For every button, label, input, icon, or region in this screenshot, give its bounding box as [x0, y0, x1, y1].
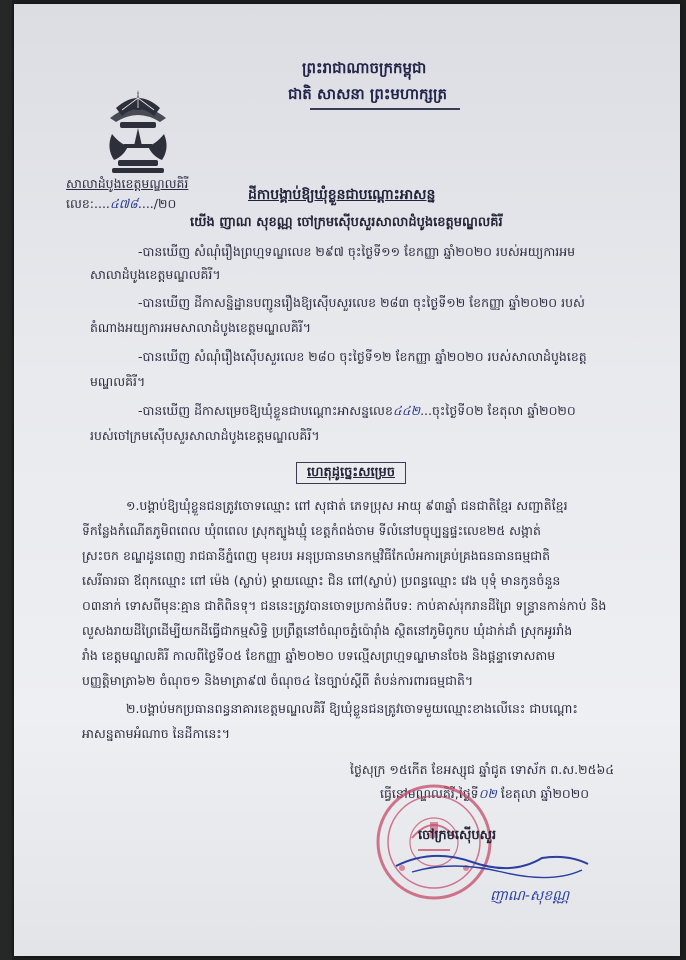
consideration-line: របស់ចៅក្រមស៊ើបសួរសាលាដំបូងខេត្តមណ្ឌលគិរី។ [90, 428, 320, 443]
order-title: ដីកាបង្គាប់ឱ្យឃុំខ្លួនជាបណ្ដោះអាសន្ន [248, 187, 436, 203]
decision-line: ០៣នាក់ ទោសពីមុនៈគ្មាន ជាតិពិនទុ។ ជននេះត្រូវបានចោទប្រកាន់ពីបទ: កាប់គាស់រុករានដីព្រៃ ទន្ទ្រានកាន់កាប់ និង [82, 598, 607, 613]
consideration-line [138, 403, 576, 419]
document-sheet [14, 4, 680, 956]
court-name: សាលាដំបូងខេត្តមណ្ឌលគិរី [66, 176, 189, 191]
motto-ornament [310, 108, 460, 110]
royal-crest-icon [98, 86, 178, 178]
decision-line: ១.បង្គាប់ឱ្យឃុំខ្លួនជនត្រូវចោទឈ្មោះ ពៅ សុផាត់ ភេទប្រុស អាយុ ៩៣ឆ្នាំ ជនជាតិខ្មែរ សញ្ជាតិខ្មែរ [126, 498, 568, 513]
consideration-line: មណ្ឌលគិរី។ [90, 374, 146, 389]
signatory-title: ចៅក្រមស៊ើបសួរ [418, 828, 497, 843]
consideration-line: -បានឃើញ ដីកាសន្និដ្ឋានបញ្ជូនរឿងឱ្យស៊ើបសួរលេខ ២៨៣ ចុះថ្ងៃទី១២ ខែកញ្ញា ឆ្នាំ២០២០ របស់ [138, 295, 585, 310]
consideration-text: -បានឃើញ ដីកាសម្រេចឱ្យឃុំខ្លួនជាបណ្ដោះអាសន្នលេខ [138, 403, 393, 418]
signature-mark [392, 842, 592, 882]
consideration-line: សាលាដំបូងខេត្តមណ្ឌលគិរី។ [90, 267, 221, 282]
decision-line: រាំង ខេត្តមណ្ឌលគិរី កាលពីថ្ងៃទី០៥ ខែកញ្ញា ឆ្នាំ២០២០ បទល្មើសព្រហ្មទណ្ឌមានចែង និងផ្ដន្ទាទោសតាម [82, 648, 556, 663]
consideration-line: -បានឃើញ សំណុំរឿងព្រហ្មទណ្ឌលេខ ២៩៧ ចុះថ្ងៃទី១១ ខែកញ្ញា ឆ្នាំ២០២០ របស់អយ្យការអម [138, 244, 576, 259]
consideration-text: ...ចុះថ្ងៃទី០២ ខែតុលា ឆ្នាំ២០២០ [420, 403, 576, 418]
reference-suffix: ..../២០ [137, 196, 177, 211]
place-date-prefix: ធ្វើនៅមណ្ឌលគិរី,ថ្ងៃទី [380, 786, 479, 801]
reference-handwritten: ៤៧៨ [109, 196, 138, 211]
reference-label: លេខ:.... [66, 196, 110, 211]
decision-line: បញ្ញត្តិមាត្រា៦២ ចំណុច១ និងមាត្រា៩៧ ចំណុច៤ នៃច្បាប់ស្ដីពី តំបន់ការពារធម្មជាតិ។ [82, 673, 474, 688]
decision-line: ស្រះចក ខណ្ឌដូនពេញ រាជធានីភ្នំពេញ មុខរបរ អនុប្រធានមានកម្មវិធីកែលំអការគ្រប់គ្រងធនធានធម្មជាតិ [82, 548, 551, 563]
motto-heading: ជាតិ សាសនា ព្រះមហាក្សត្រ [288, 85, 447, 103]
decision-line: អាសន្នតាមអំណាច នៃដីកានេះ។ [82, 726, 231, 741]
judge-line: យើង ញាណ សុខណ្ណ ចៅក្រមស៊ើបសួរសាលាដំបូងខេត្តមណ្ឌលគិរី [190, 215, 503, 230]
decision-heading: ហេតុដូច្នេះសម្រេច [296, 462, 406, 484]
place-date-suffix: ខែតុលា ឆ្នាំ២០២០ [496, 786, 590, 801]
place-date-day: ០២ [478, 786, 497, 801]
decision-line: ទីកន្លែងកំណើតភូមិពពេល ឃុំពពេល ស្រុកត្បូងឃ្មុំ ខេត្តកំពង់ចាម ទីលំនៅបច្ចុប្បន្នផ្ទះលេខ២៥ សង្កាត់ [82, 523, 541, 538]
reference-number [66, 196, 176, 212]
decision-line: លួសងរាយដីព្រៃដើម្បីយកដីធ្វើជាកម្មសិទ្ធិ ប្រព្រឹត្តនៅចំណុចភ្នំប៉ោរ៉ាំង ស្ថិតនៅភូមិពូកប ឃុំដាក់ដាំ ស្រុកអូររាំង [82, 623, 573, 638]
consideration-line: -បានឃើញ សំណុំរឿងស៊ើបសួរលេខ ២៨០ ចុះថ្ងៃទី១២ ខែកញ្ញា ឆ្នាំ២០២០ របស់សាលាដំបូងខេត្ត [138, 349, 587, 364]
kingdom-heading: ព្រះរាជាណាចក្រកម្ពុជា [302, 59, 427, 77]
decision-line: សេរីធារធា ឪពុកឈ្មោះ ពៅ ម៉េង (ស្លាប់) ម្ដាយឈ្មោះ ជិន ពៅ(ស្លាប់) ប្រពន្ធឈ្មោះ វេង បុទុំ មានកូនចំនួន [82, 573, 561, 588]
signatory-name: ញាណ-សុខណ្ណ [490, 888, 570, 904]
consideration-line: តំណាងអយ្យការអមសាលាដំបូងខេត្តមណ្ឌលគិរី។ [90, 320, 312, 335]
decision-line: ២.បង្គាប់មកប្រធានពន្ធនាគារខេត្តមណ្ឌលគិរី ឱ្យឃុំខ្លួនជនត្រូវចោទមួយឈ្មោះខាងលើនេះ ជាបណ្ដោះ [126, 701, 578, 716]
lunar-date: ថ្ងៃសុក្រ ១៥កើត ខែអស្សុជ ឆ្នាំជូត ទោស័ក ព.ស.២៥៦៤ [350, 762, 615, 777]
handwritten-number: ៤៤២ [392, 403, 421, 418]
